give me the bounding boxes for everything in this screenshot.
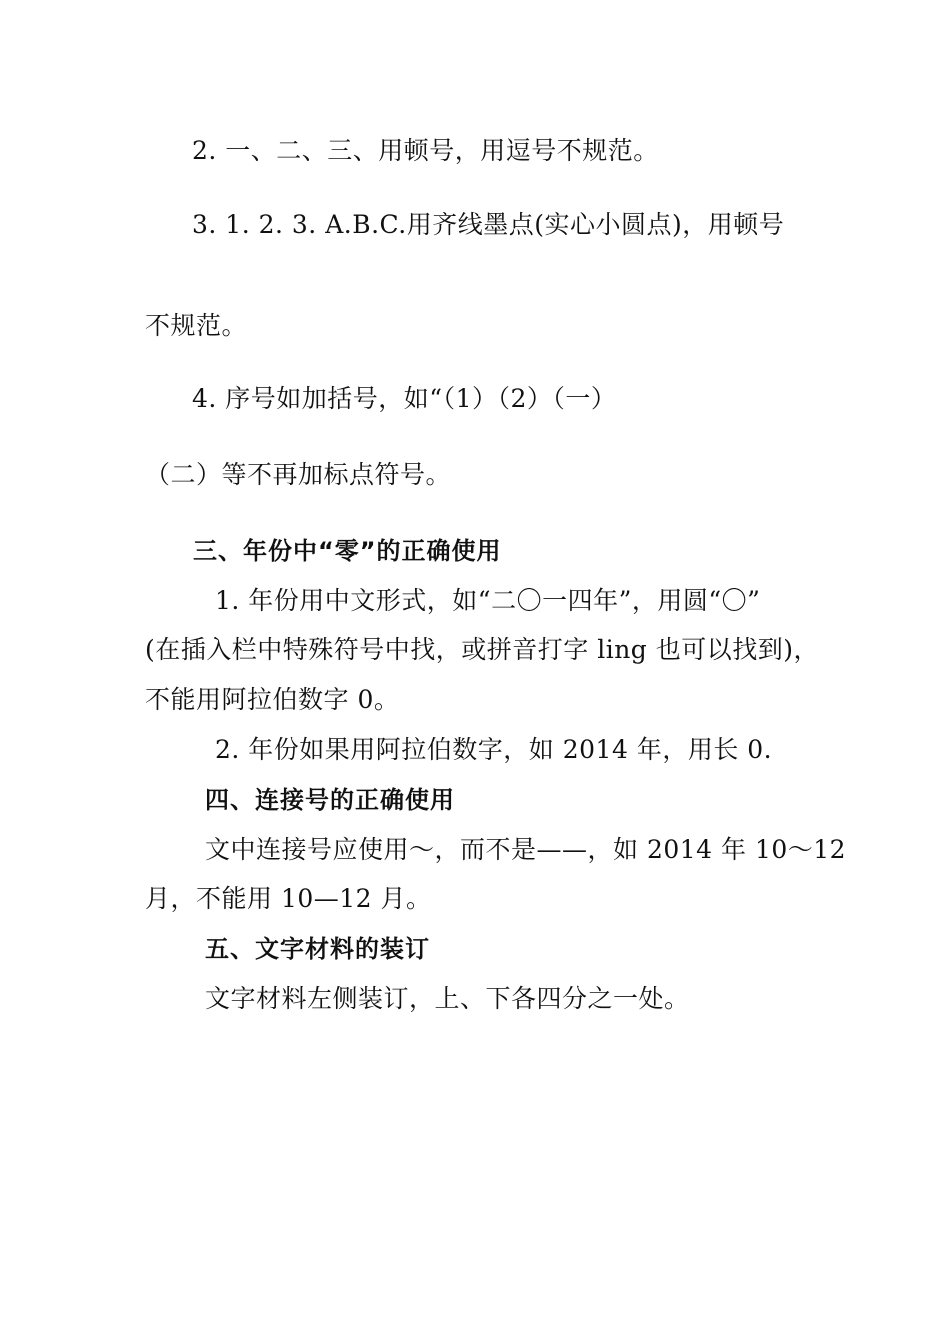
section-heading-connector: 四、连接号的正确使用 [205, 786, 455, 814]
list-item-4-line-1: 4. 序号如加括号，如“（1）（2）（一） [192, 384, 617, 413]
paragraph-year-2: 2. 年份如果用阿拉伯数字，如 2014 年，用长 0. [215, 735, 773, 764]
section-heading-binding: 五、文字材料的装订 [205, 935, 430, 963]
paragraph-year-1-line-1: 1. 年份用中文形式，如“二〇一四年”，用圆“〇” [215, 586, 761, 615]
list-item-4-line-2: （二）等不再加标点符号。 [145, 460, 452, 489]
paragraph-binding: 文字材料左侧装订，上、下各四分之一处。 [205, 984, 690, 1013]
list-item-3-line-1: 3. 1. 2. 3. A.B.C.用齐线墨点(实心小圆点)，用顿号 [192, 210, 785, 239]
section-heading-year-zero: 三、年份中“零”的正确使用 [193, 537, 502, 565]
list-item-3-line-2: 不规范。 [145, 311, 248, 340]
paragraph-connector-line-2: 月，不能用 10—12 月。 [145, 884, 432, 913]
paragraph-year-1-line-2: (在插入栏中特殊符号中找，或拼音打字 ling 也可以找到)， [145, 635, 819, 664]
list-item-2: 2. 一、二、三、用顿号，用逗号不规范。 [192, 136, 659, 165]
paragraph-connector-line-1: 文中连接号应使用～，而不是——，如 2014 年 10～12 [205, 835, 847, 864]
paragraph-year-1-line-3: 不能用阿拉伯数字 0。 [145, 685, 400, 714]
